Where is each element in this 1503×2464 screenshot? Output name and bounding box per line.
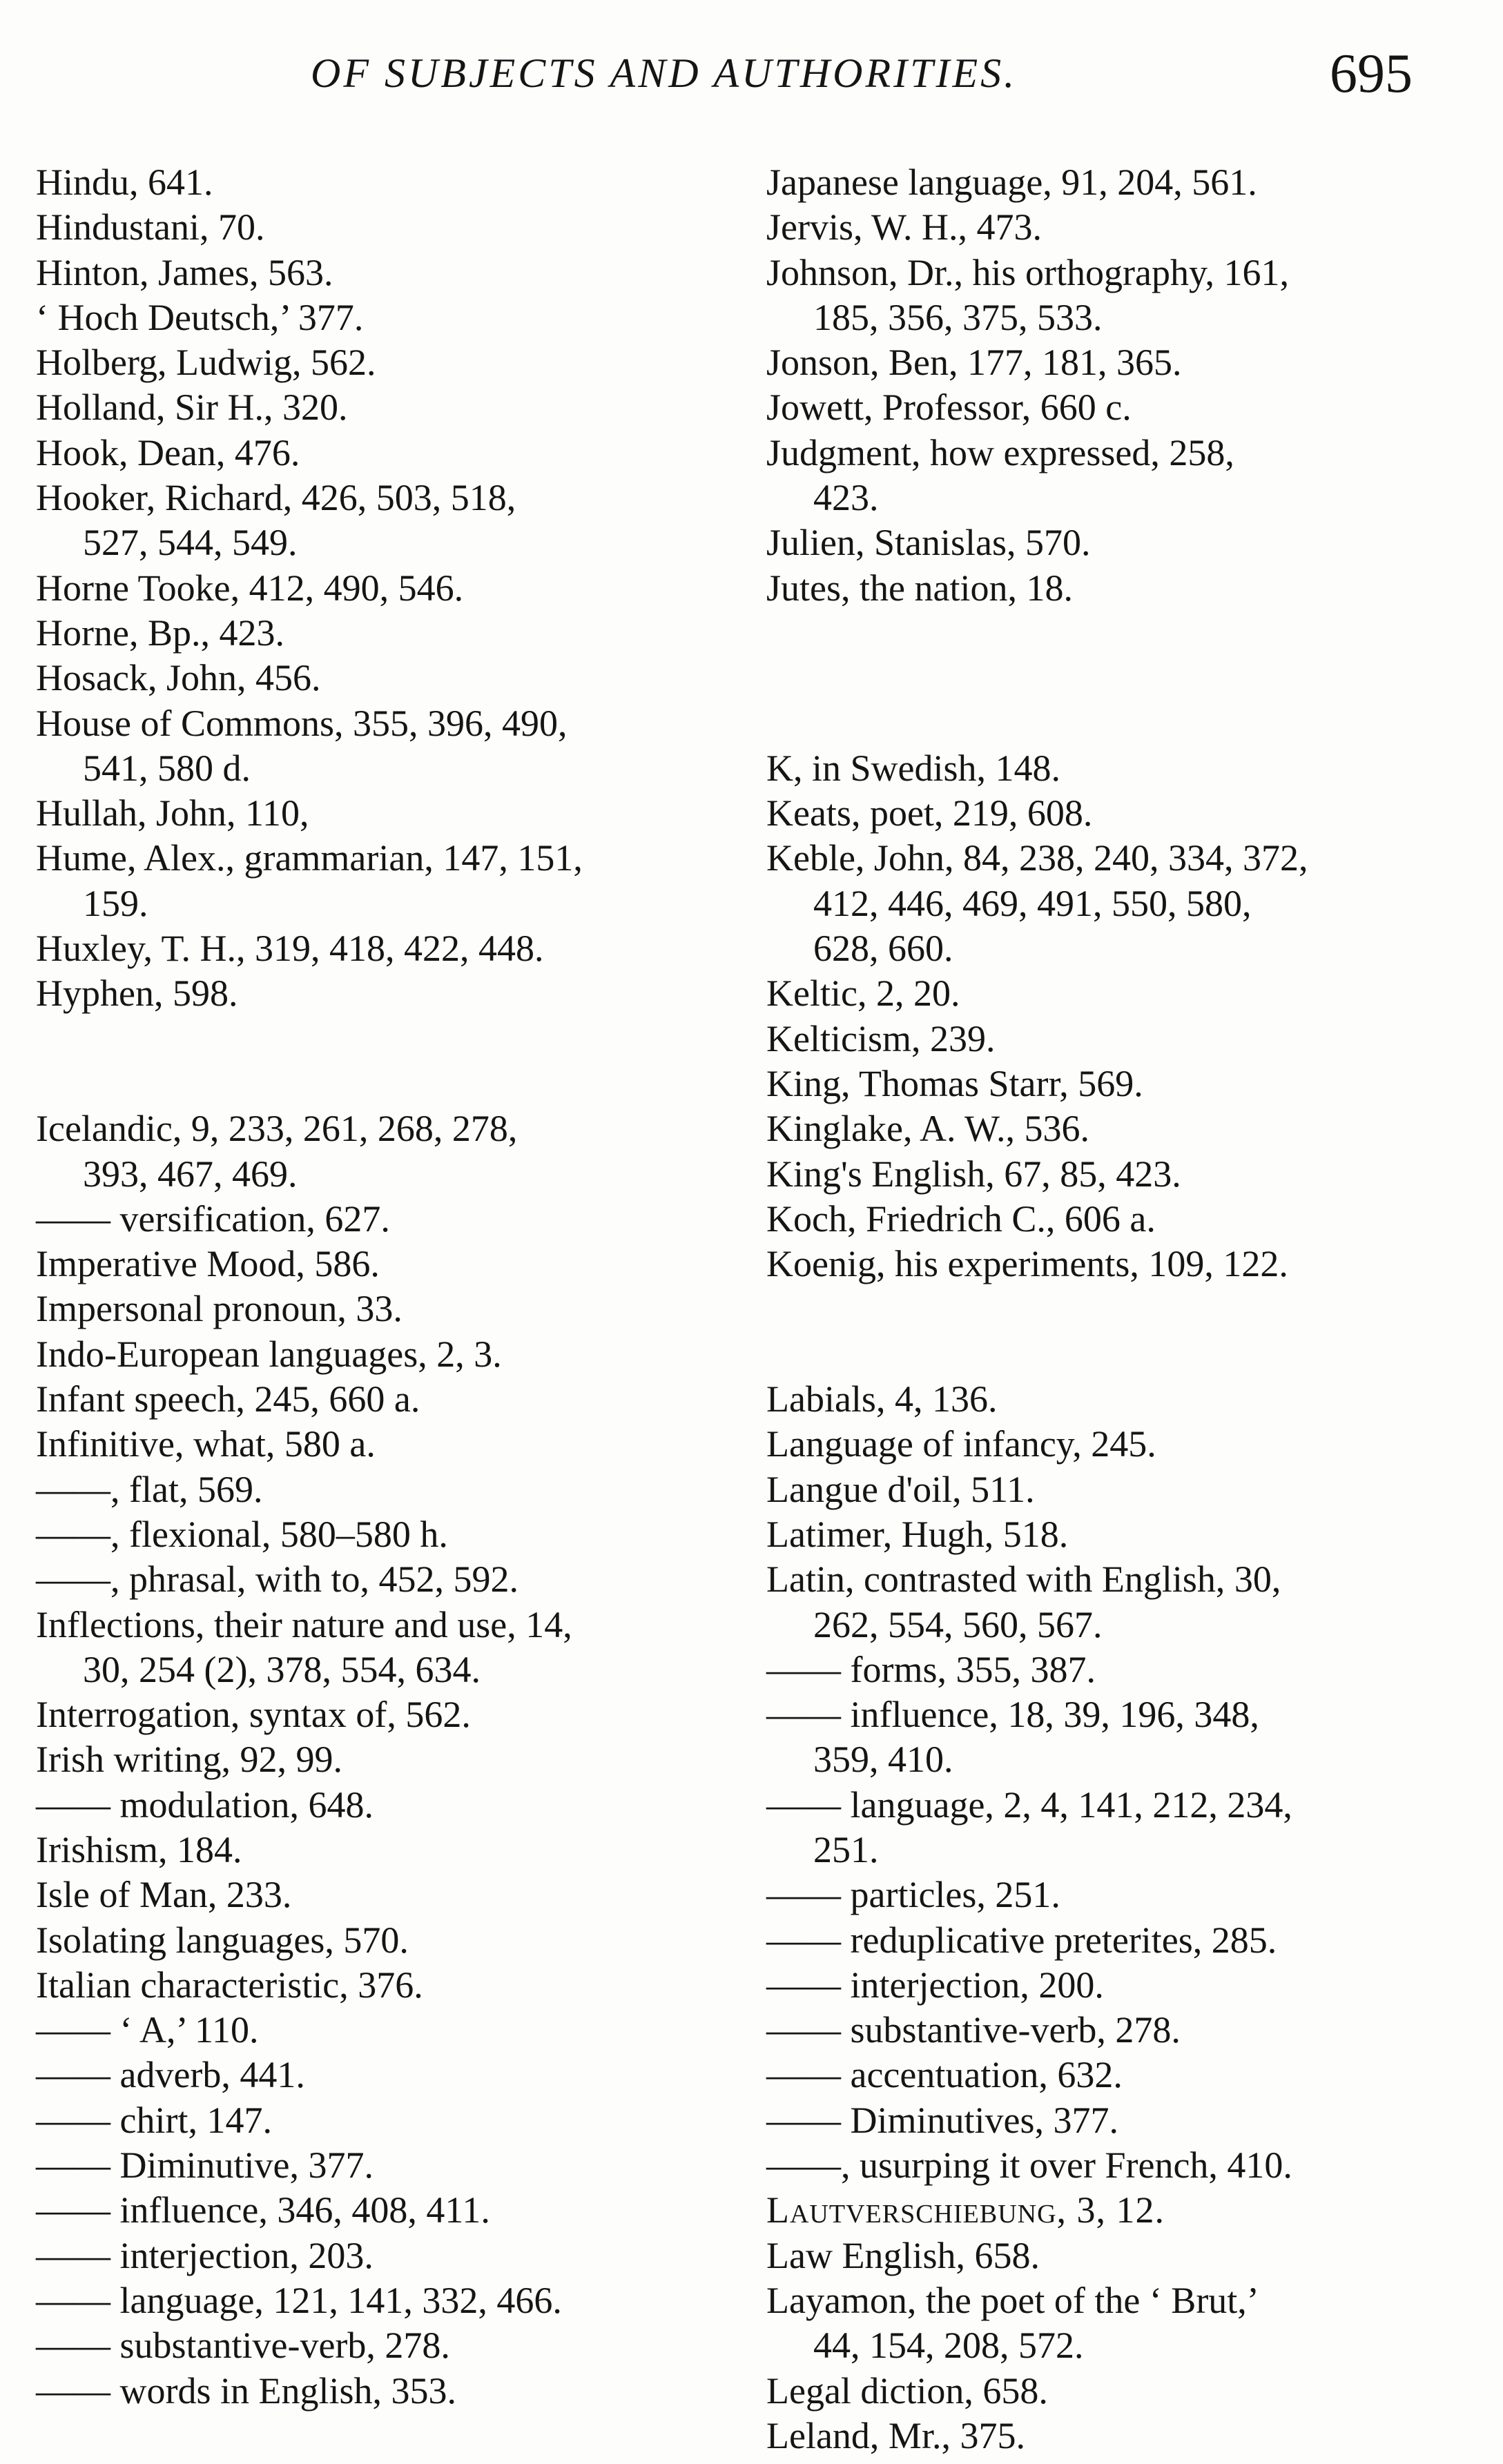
index-entry: King, Thomas Starr, 569. bbox=[766, 1062, 1143, 1104]
index-entry-continuation: 412, 446, 469, 491, 550, 580, bbox=[813, 882, 1252, 924]
index-entry-continuation: 527, 544, 549. bbox=[83, 522, 298, 564]
index-entry: Keats, poet, 219, 608. bbox=[766, 792, 1093, 834]
index-entry: Horne Tooke, 412, 490, 546. bbox=[36, 567, 464, 609]
index-entry-continuation: 262, 554, 560, 567. bbox=[813, 1603, 1103, 1645]
index-subentry: —— accentuation, 632. bbox=[766, 2054, 1123, 2096]
index-entry: Italian characteristic, 376. bbox=[36, 1964, 423, 2006]
index-entry: Kelticism, 239. bbox=[766, 1017, 996, 1059]
index-entry: Layamon, the poet of the ‘ Brut,’ bbox=[766, 2279, 1259, 2321]
index-entry: Indo-European languages, 2, 3. bbox=[36, 1333, 502, 1375]
index-subentry: —— reduplicative preterites, 285. bbox=[766, 1919, 1277, 1961]
running-title: OF SUBJECTS AND AUTHORITIES. bbox=[311, 50, 1018, 96]
index-entry-continuation: 251. bbox=[813, 1828, 879, 1870]
index-subentry: ——, phrasal, with to, 452, 592. bbox=[36, 1558, 518, 1601]
index-entry-continuation: 541, 580 d. bbox=[83, 747, 251, 789]
index-entry: Irishism, 184. bbox=[36, 1828, 242, 1870]
index-subentry: —— language, 121, 141, 332, 466. bbox=[36, 2279, 562, 2321]
index-entry: Jowett, Professor, 660 c. bbox=[766, 387, 1132, 429]
page-number: 695 bbox=[1330, 43, 1413, 104]
index-entry: Isle of Man, 233. bbox=[36, 1874, 292, 1916]
index-entry-continuation: 359, 410. bbox=[813, 1739, 953, 1781]
index-subentry: —— Diminutives, 377. bbox=[766, 2099, 1118, 2141]
index-entry: Hinton, James, 563. bbox=[36, 251, 333, 293]
index-entry: House of Commons, 355, 396, 490, bbox=[36, 702, 568, 744]
index-entry: Imperative Mood, 586. bbox=[36, 1243, 380, 1285]
index-entry: Koch, Friedrich C., 606 a. bbox=[766, 1197, 1156, 1240]
index-subentry: —— language, 2, 4, 141, 212, 234, bbox=[766, 1783, 1292, 1826]
index-subentry: —— adverb, 441. bbox=[36, 2054, 305, 2096]
index-entry: Koenig, his experiments, 109, 122. bbox=[766, 1243, 1288, 1285]
index-entry: Impersonal pronoun, 33. bbox=[36, 1288, 403, 1330]
index-entry: Irish writing, 92, 99. bbox=[36, 1739, 342, 1781]
index-entry-continuation: 30, 254 (2), 378, 554, 634. bbox=[83, 1648, 481, 1690]
section-gap bbox=[36, 1017, 726, 1062]
index-entry: Infinitive, what, 580 a. bbox=[36, 1423, 376, 1465]
index-entry: Leland, Mr., 375. bbox=[766, 2414, 1025, 2456]
index-subentry: —— substantive-verb, 278. bbox=[36, 2325, 450, 2367]
index-entry: Interrogation, syntax of, 562. bbox=[36, 1694, 471, 1736]
index-entry: Jutes, the nation, 18. bbox=[766, 567, 1073, 609]
index-subentry: ——, flexional, 580–580 h. bbox=[36, 1513, 448, 1555]
index-subentry: —— Diminutive, 377. bbox=[36, 2144, 374, 2187]
index-entry: Hullah, John, 110, bbox=[36, 792, 309, 834]
index-entry-continuation: 159. bbox=[83, 882, 148, 924]
index-subentry: ——, usurping it over French, 410. bbox=[766, 2144, 1292, 2187]
left-index-column bbox=[36, 160, 726, 2414]
index-entry: Law English, 658. bbox=[766, 2234, 1040, 2276]
index-entry: Infant speech, 245, 660 a. bbox=[36, 1378, 420, 1420]
section-gap bbox=[766, 1332, 1471, 1377]
index-entry: Hindu, 641. bbox=[36, 162, 213, 203]
index-entry: Latin, contrasted with English, 30, bbox=[766, 1558, 1281, 1601]
index-entry-continuation: 185, 356, 375, 533. bbox=[813, 296, 1103, 338]
index-entry: Kinglake, A. W., 536. bbox=[766, 1108, 1089, 1150]
index-entry: Isolating languages, 570. bbox=[36, 1919, 409, 1961]
index-entry: Legal diction, 658. bbox=[766, 2369, 1048, 2412]
index-entry: Inflections, their nature and use, 14, bbox=[36, 1603, 572, 1645]
index-entry: Langue d'oil, 511. bbox=[766, 1468, 1035, 1510]
index-entry: Judgment, how expressed, 258, bbox=[766, 431, 1234, 473]
index-entry: Julien, Stanislas, 570. bbox=[766, 522, 1091, 564]
index-entry-continuation: 423. bbox=[813, 477, 879, 519]
index-entry: Hume, Alex., grammarian, 147, 151, bbox=[36, 837, 583, 879]
index-entry: Hindustani, 70. bbox=[36, 206, 265, 248]
index-entry: Hook, Dean, 476. bbox=[36, 431, 300, 473]
index-subentry: —— influence, 18, 39, 196, 348, bbox=[766, 1694, 1259, 1736]
right-index-column bbox=[766, 160, 1471, 2458]
index-subentry: ——, flat, 569. bbox=[36, 1468, 263, 1510]
section-gap bbox=[766, 701, 1471, 746]
index-entry: Latimer, Hugh, 518. bbox=[766, 1513, 1069, 1555]
index-entry: Japanese language, 91, 204, 561. bbox=[766, 162, 1257, 203]
index-entry: K, in Swedish, 148. bbox=[766, 747, 1061, 789]
index-entry: Jervis, W. H., 473. bbox=[766, 206, 1043, 248]
index-entry: Holland, Sir H., 320. bbox=[36, 387, 348, 429]
index-subentry: —— interjection, 200. bbox=[766, 1964, 1104, 2006]
index-entry: Huxley, T. H., 319, 418, 422, 448. bbox=[36, 928, 544, 970]
index-entry-continuation: 44, 154, 208, 572. bbox=[813, 2325, 1084, 2367]
index-subentry: —— chirt, 147. bbox=[36, 2099, 272, 2141]
index-subentry: —— modulation, 648. bbox=[36, 1783, 374, 1826]
index-entry: Jonson, Ben, 177, 181, 365. bbox=[766, 342, 1182, 384]
index-entry: Keltic, 2, 20. bbox=[766, 972, 960, 1015]
index-subentry: —— words in English, 353. bbox=[36, 2369, 457, 2412]
index-subentry: —— substantive-verb, 278. bbox=[766, 2009, 1181, 2051]
index-entry: King's English, 67, 85, 423. bbox=[766, 1153, 1181, 1195]
index-subentry: —— ‘ A,’ 110. bbox=[36, 2009, 259, 2051]
index-entry: Johnson, Dr., his orthography, 161, bbox=[766, 251, 1289, 293]
section-gap bbox=[766, 1287, 1471, 1331]
section-gap bbox=[766, 611, 1471, 656]
index-entry-continuation: 628, 660. bbox=[813, 928, 953, 970]
index-entry: Horne, Bp., 423. bbox=[36, 612, 284, 654]
index-entry: ‘ Hoch Deutsch,’ 377. bbox=[36, 296, 364, 338]
index-entry: Hooker, Richard, 426, 503, 518, bbox=[36, 477, 516, 519]
index-entry: Icelandic, 9, 233, 261, 268, 278, bbox=[36, 1108, 518, 1150]
running-head bbox=[0, 43, 1503, 112]
section-gap bbox=[36, 1062, 726, 1106]
index-subentry: —— versification, 627. bbox=[36, 1197, 390, 1240]
section-gap bbox=[766, 656, 1471, 701]
index-subentry: —— interjection, 203. bbox=[36, 2234, 374, 2276]
index-entry: Holberg, Ludwig, 562. bbox=[36, 342, 376, 384]
index-entry: Keble, John, 84, 238, 240, 334, 372, bbox=[766, 837, 1308, 879]
index-entry: Language of infancy, 245. bbox=[766, 1423, 1156, 1465]
index-entry: Hyphen, 598. bbox=[36, 972, 238, 1015]
index-entry-continuation: 393, 467, 469. bbox=[83, 1153, 298, 1195]
index-subentry: —— influence, 346, 408, 411. bbox=[36, 2189, 490, 2231]
index-subentry: —— forms, 355, 387. bbox=[766, 1648, 1096, 1690]
index-entry: Hosack, John, 456. bbox=[36, 657, 321, 699]
index-subentry: —— particles, 251. bbox=[766, 1874, 1060, 1916]
index-entry: Labials, 4, 136. bbox=[766, 1378, 998, 1420]
index-entry: Lautverschiebung, 3, 12. bbox=[766, 2189, 1165, 2231]
